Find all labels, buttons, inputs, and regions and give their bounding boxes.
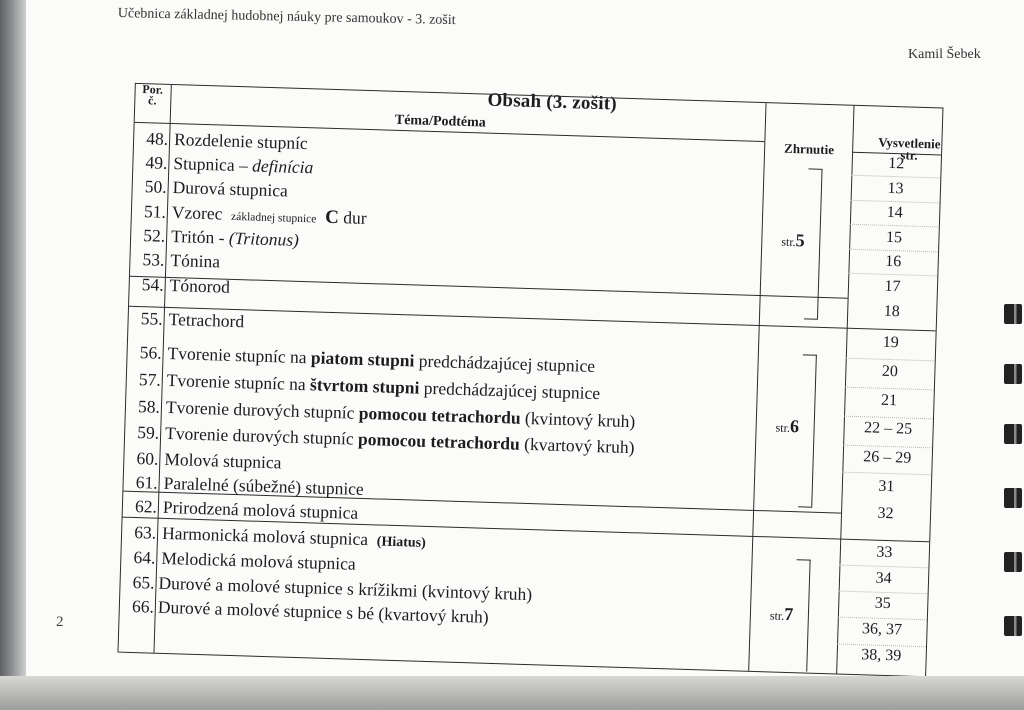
row-page: 34 xyxy=(875,569,892,588)
book-title: Učebnica základnej hudobnej náuky pre samoukov - 3. zošit xyxy=(117,6,456,29)
row-number: 54. xyxy=(141,274,165,295)
page-number: 2 xyxy=(56,614,64,630)
row-topic: Durové a molové stupnice s krížikmi (kvintový kruh) xyxy=(158,572,533,605)
header-zhrnutie: Zhrnutie xyxy=(783,140,835,158)
summary-page: 5 xyxy=(795,230,806,251)
table-title: Obsah (3. zošit) xyxy=(487,89,618,115)
summary-bracket-3 xyxy=(806,560,810,672)
row-number: 60. xyxy=(136,448,159,469)
margin-tab xyxy=(1004,616,1022,636)
row-number: 62. xyxy=(134,496,158,517)
summary-page: 7 xyxy=(783,603,794,625)
summary-label: str. xyxy=(769,608,785,623)
row-page: 22 – 25 xyxy=(863,419,913,438)
row-number: 57. xyxy=(138,369,162,390)
topic-part: základnej stupnice xyxy=(230,210,317,226)
row-page: 32 xyxy=(877,504,894,523)
row-page: 33 xyxy=(876,543,893,562)
row-topic: Tetrachord xyxy=(168,308,245,332)
topic-part: dur xyxy=(342,207,367,228)
col-divider-zhrnutie xyxy=(748,103,766,671)
row-topic: Paralelné (súbežné) stupnice xyxy=(163,472,365,499)
summary-bracket-2 xyxy=(811,355,817,507)
row-topic xyxy=(162,523,426,552)
topic-part: Tvorenie stupníc na xyxy=(167,342,307,368)
contents-table xyxy=(90,78,968,694)
summary-ref-1 xyxy=(781,230,805,252)
section-separator-1 xyxy=(130,276,848,299)
row-number: 59. xyxy=(137,422,160,443)
bracket-tick xyxy=(809,168,823,169)
row-number: 63. xyxy=(133,522,157,543)
row-line xyxy=(839,565,928,569)
row-number: 55. xyxy=(140,308,163,329)
row-number: 48. xyxy=(145,128,169,149)
margin-tab xyxy=(1004,364,1022,384)
row-number: 51. xyxy=(143,201,167,222)
topic-part: Tvorenie stupníc na xyxy=(166,369,307,395)
margin-tab xyxy=(1004,424,1022,444)
row-number: 65. xyxy=(132,571,155,593)
row-topic: Melodická molová stupnica xyxy=(161,547,356,574)
row-topic: Molová stupnica xyxy=(164,448,282,473)
topic-part: pomocou tetrachordu xyxy=(357,428,521,454)
topic-part: Tvorenie durových stupníc xyxy=(164,422,354,449)
table-frame xyxy=(117,83,943,677)
row-topic: Stupnica – definícia xyxy=(173,153,314,178)
row-line xyxy=(850,224,939,228)
row-topic: Prirodzená molová stupnica xyxy=(162,496,359,523)
row-number: 66. xyxy=(131,595,155,617)
row-topic: Durové a molové stupnice s bé (kvartový kruh) xyxy=(157,596,489,627)
topic-part: piatom stupni xyxy=(310,347,415,371)
summary-label: str. xyxy=(775,420,791,435)
topic-part: Harmonická molová stupnica xyxy=(161,522,369,550)
row-number: 61. xyxy=(135,472,158,493)
row-page: 15 xyxy=(885,228,903,247)
row-page: 38, 39 xyxy=(860,646,902,665)
bracket-tick xyxy=(803,354,817,355)
header-vysvetlenie: Vysvetlenie str. xyxy=(877,134,941,163)
page-bottom-edge xyxy=(0,676,1024,710)
row-line xyxy=(846,358,935,362)
header-tema: Téma/Podtéma xyxy=(394,112,487,131)
row-page: 36, 37 xyxy=(861,620,903,639)
row-page: 14 xyxy=(886,203,904,222)
row-number: 52. xyxy=(143,225,166,246)
topic-part: štvrtom stupni xyxy=(309,374,420,398)
header-por: Por. č. xyxy=(142,82,164,108)
row-number: 56. xyxy=(139,342,162,363)
topic-part: (kvintový kruh) xyxy=(524,407,636,432)
row-page: 20 xyxy=(881,362,899,381)
topic-part: C xyxy=(324,206,340,229)
row-page: 12 xyxy=(887,154,905,173)
topic-part: (Hiatus) xyxy=(376,534,426,551)
row-topic: Rozdelenie stupníc xyxy=(173,129,309,154)
topic-part: predchádzajúcej stupnice xyxy=(423,377,601,404)
summary-ref-2 xyxy=(775,416,799,438)
row-page: 18 xyxy=(883,302,900,321)
row-topic xyxy=(172,202,367,230)
row-number: 50. xyxy=(144,176,168,197)
topic-part: pomocou tetrachordu xyxy=(358,402,521,428)
margin-tab xyxy=(1004,488,1022,508)
row-page: 35 xyxy=(874,594,892,613)
margin-tab xyxy=(1004,552,1022,572)
row-topic: Tritón - (Tritonus) xyxy=(170,226,300,250)
row-topic: Tónorod xyxy=(169,274,231,297)
summary-page: 6 xyxy=(789,415,800,437)
author-name: Kamil Šebek xyxy=(908,47,981,62)
row-line xyxy=(842,472,931,476)
row-page: 16 xyxy=(885,252,902,271)
row-line xyxy=(848,273,937,277)
topic-part: Tvorenie durových stupníc xyxy=(165,396,355,423)
topic-part: Vzorec xyxy=(171,202,223,224)
row-topic: Tónina xyxy=(170,249,221,272)
topic-part: predchádzajúcej stupnice xyxy=(418,350,596,377)
row-page: 21 xyxy=(880,391,898,410)
row-line xyxy=(851,175,940,179)
row-page: 31 xyxy=(878,477,895,496)
summary-ref-3 xyxy=(770,603,794,625)
summary-label: str. xyxy=(781,234,796,250)
bracket-tick xyxy=(797,559,811,560)
row-topic: Durová stupnica xyxy=(172,177,289,201)
row-page: 13 xyxy=(887,179,904,198)
row-page: 19 xyxy=(882,333,900,352)
row-page: 17 xyxy=(884,277,901,296)
row-number: 58. xyxy=(137,396,161,417)
book-spine xyxy=(0,0,26,710)
row-number: 64. xyxy=(133,547,156,568)
row-number: 49. xyxy=(145,152,168,173)
margin-tab xyxy=(1004,304,1022,324)
bracket-tick xyxy=(798,506,812,507)
row-page: 26 – 29 xyxy=(863,448,912,467)
bracket-tick xyxy=(804,318,818,319)
row-line xyxy=(845,387,934,391)
topic-part: (kvartový kruh) xyxy=(523,433,635,458)
row-number: 53. xyxy=(142,249,165,270)
